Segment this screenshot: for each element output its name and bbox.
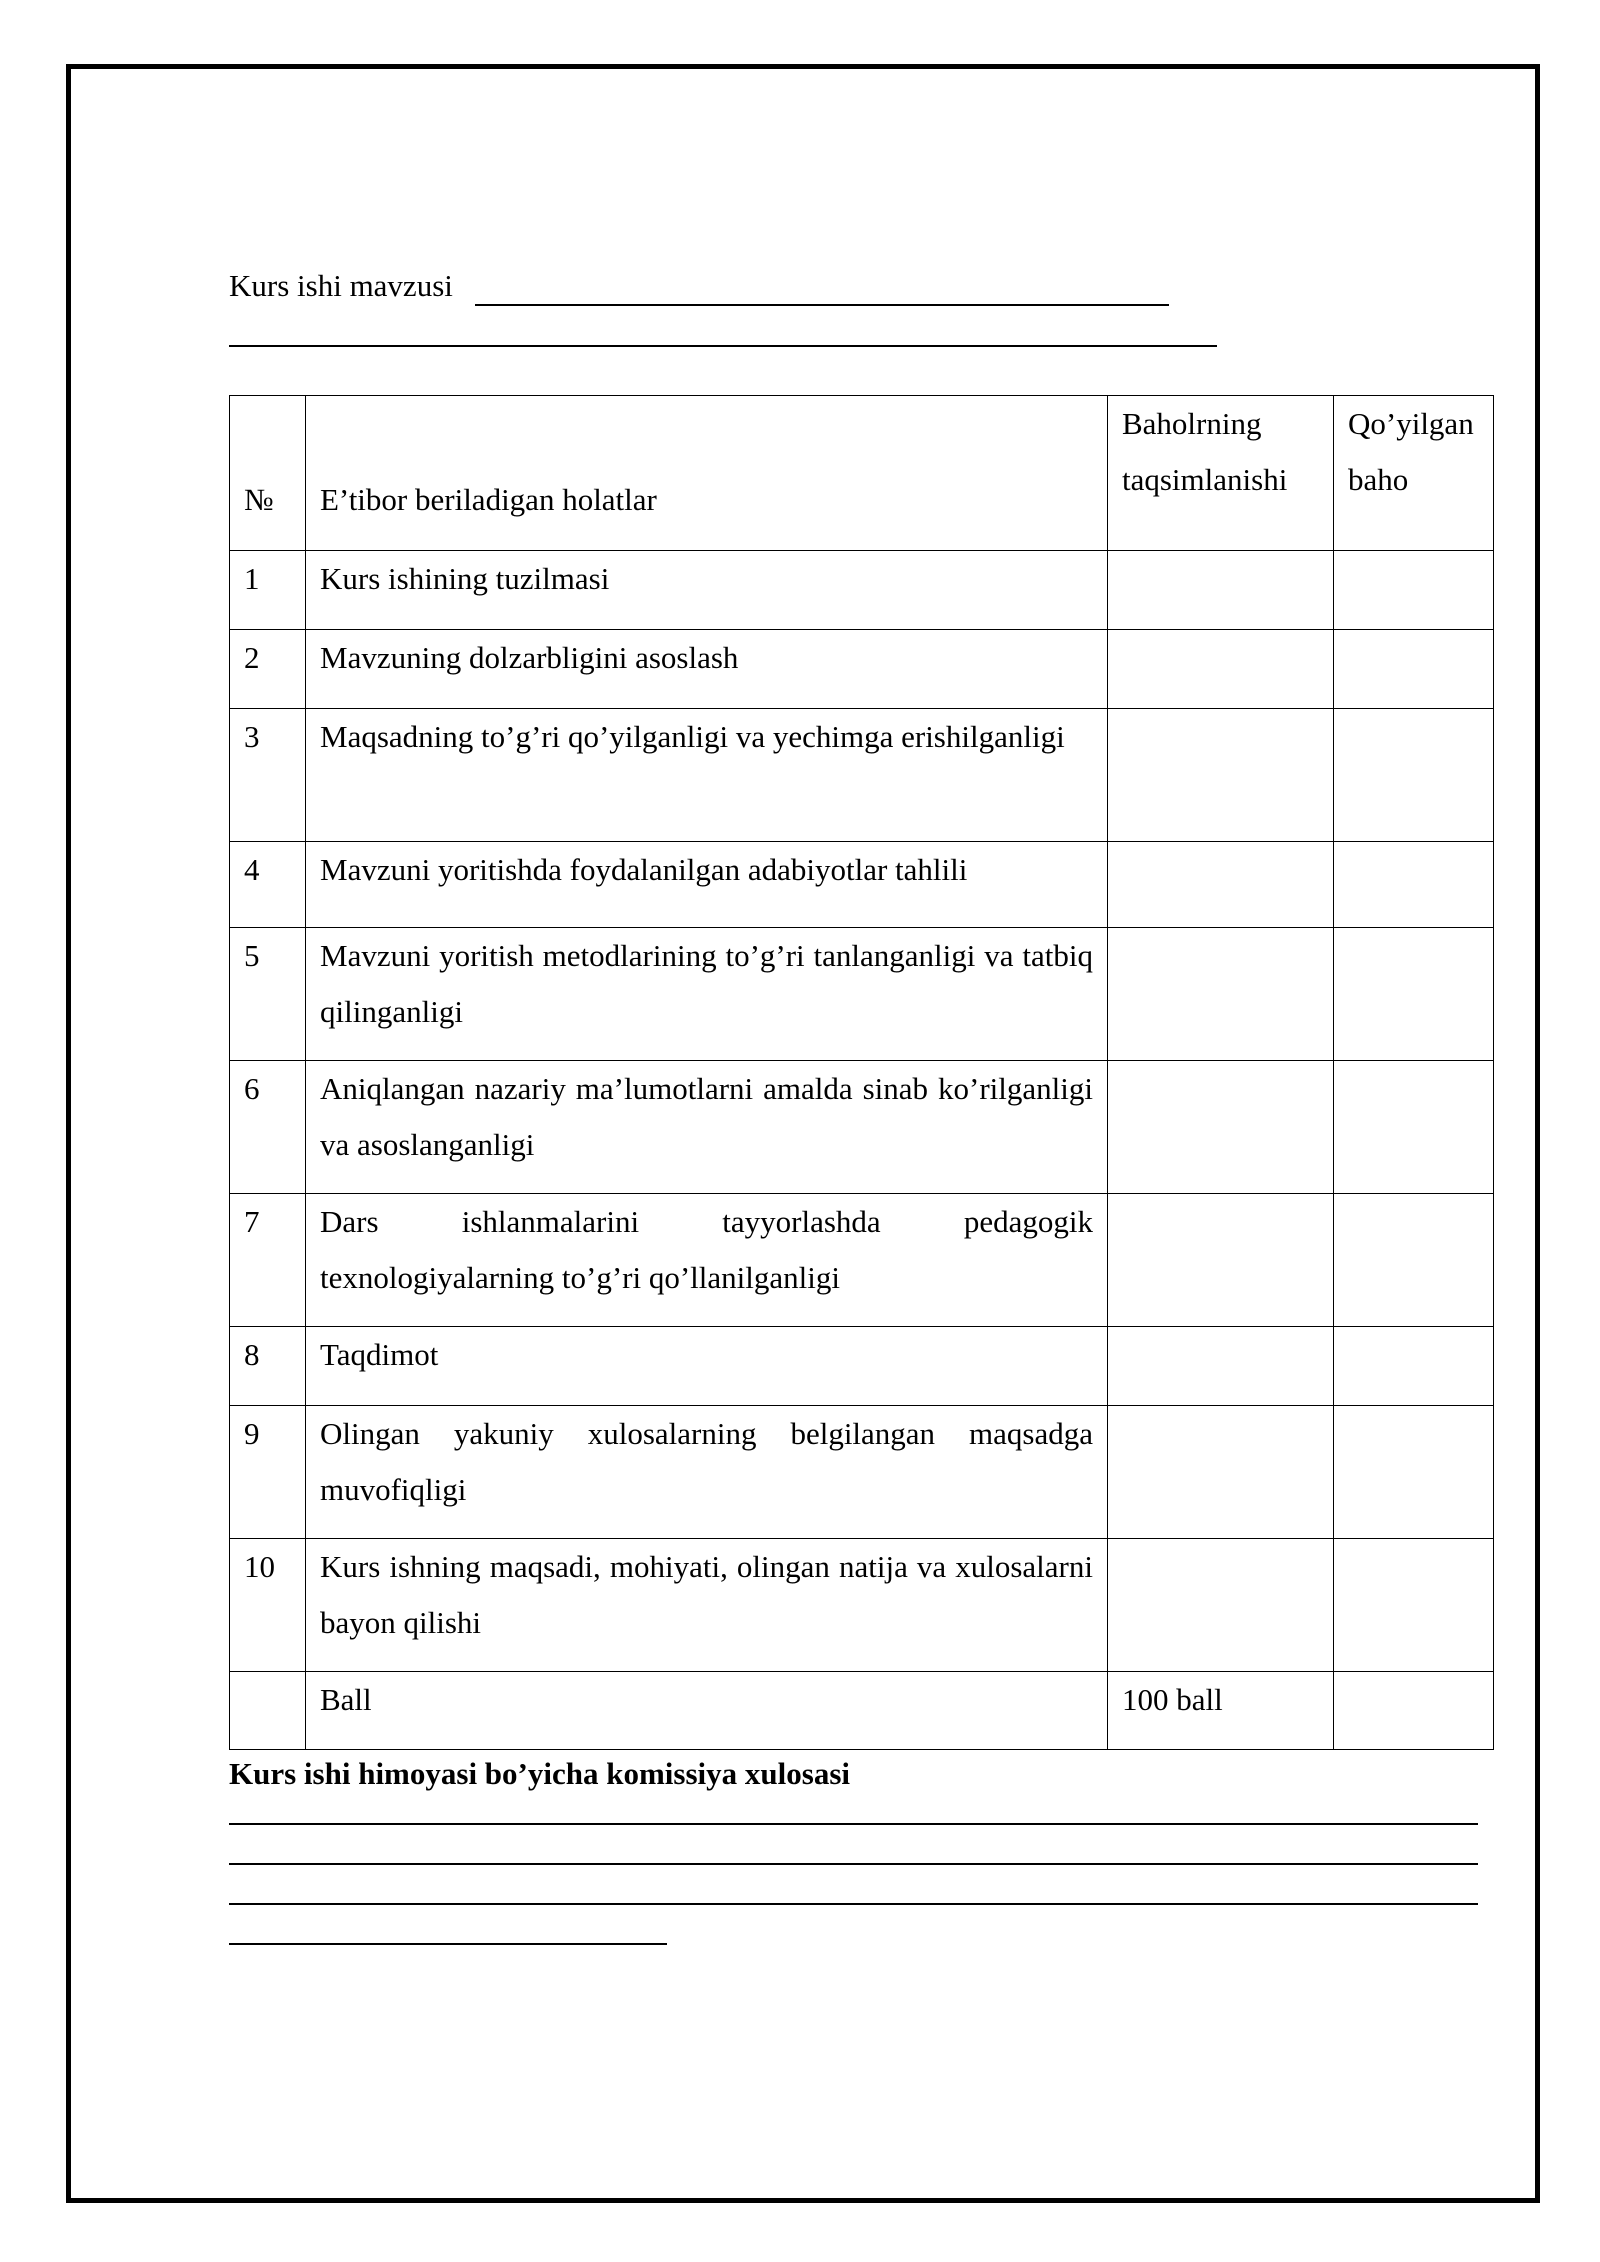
table-row: [230, 1194, 1494, 1327]
grading-table: [229, 395, 1494, 1750]
header-distribution: Baholrning taqsimlanishi: [1108, 396, 1334, 551]
row-number: 2: [230, 630, 306, 709]
row-number: 10: [230, 1539, 306, 1672]
row-number: 8: [230, 1327, 306, 1406]
total-row: [230, 1672, 1494, 1750]
row-distribution-cell[interactable]: [1108, 1539, 1334, 1672]
row-criterion: Mavzuni yoritishda foydalanilgan adabiyotlar tahlili: [306, 842, 1108, 928]
row-grade-cell[interactable]: [1334, 928, 1494, 1061]
total-number: [230, 1672, 306, 1750]
table-row: [230, 709, 1494, 842]
row-criterion: Kurs ishining tuzilmasi: [306, 551, 1108, 630]
row-distribution-cell[interactable]: [1108, 1406, 1334, 1539]
conclusion-blank-3[interactable]: [229, 1903, 1478, 1905]
row-number: 5: [230, 928, 306, 1061]
row-distribution-cell[interactable]: [1108, 1327, 1334, 1406]
conclusion-title: Kurs ishi himoyasi bo’yicha komissiya xulosasi: [229, 1756, 850, 1791]
row-distribution-cell[interactable]: [1108, 551, 1334, 630]
row-distribution-cell[interactable]: [1108, 928, 1334, 1061]
row-number: 6: [230, 1061, 306, 1194]
conclusion-blank-1[interactable]: [229, 1823, 1478, 1825]
header-num: №: [230, 396, 306, 551]
total-distribution: 100 ball: [1108, 1672, 1334, 1750]
row-criterion: Kurs ishning maqsadi, mohiyati, olingan natija va xulosalarni bayon qilishi: [306, 1539, 1108, 1672]
row-number: 7: [230, 1194, 306, 1327]
row-grade-cell[interactable]: [1334, 842, 1494, 928]
row-criterion: Maqsadning to’g’ri qo’yilganligi va yechimga erishilganligi: [306, 709, 1108, 842]
table-row: [230, 1327, 1494, 1406]
row-grade-cell[interactable]: [1334, 1194, 1494, 1327]
row-criterion: Aniqlangan nazariy ma’lumotlarni amalda sinab ko’rilganligi va asoslanganligi: [306, 1061, 1108, 1194]
table-row: [230, 1539, 1494, 1672]
table-row: [230, 842, 1494, 928]
table-row: [230, 1406, 1494, 1539]
row-distribution-cell[interactable]: [1108, 842, 1334, 928]
topic-blank-2[interactable]: [229, 345, 1217, 347]
conclusion-blank-2[interactable]: [229, 1863, 1478, 1865]
header-criterion: E’tibor beriladigan holatlar: [306, 396, 1108, 551]
table-row: [230, 928, 1494, 1061]
row-criterion: Mavzuning dolzarbligini asoslash: [306, 630, 1108, 709]
row-grade-cell[interactable]: [1334, 709, 1494, 842]
row-number: 1: [230, 551, 306, 630]
table-row: [230, 551, 1494, 630]
topic-blank-1[interactable]: [475, 304, 1169, 306]
row-number: 4: [230, 842, 306, 928]
row-grade-cell[interactable]: [1334, 1327, 1494, 1406]
table-header-row: [230, 396, 1494, 551]
row-number: 3: [230, 709, 306, 842]
row-grade-cell[interactable]: [1334, 551, 1494, 630]
total-label: Ball: [306, 1672, 1108, 1750]
header-grade: Qo’yilgan baho: [1334, 396, 1494, 551]
conclusion-blank-4[interactable]: [229, 1943, 667, 1945]
total-grade-cell[interactable]: [1334, 1672, 1494, 1750]
row-criterion: Taqdimot: [306, 1327, 1108, 1406]
row-criterion: Olingan yakuniy xulosalarning belgilangan maqsadga muvofiqligi: [306, 1406, 1108, 1539]
table-row: [230, 1061, 1494, 1194]
row-criterion: Mavzuni yoritish metodlarining to’g’ri tanlanganligi va tatbiq qilinganligi: [306, 928, 1108, 1061]
row-distribution-cell[interactable]: [1108, 1194, 1334, 1327]
row-grade-cell[interactable]: [1334, 1061, 1494, 1194]
row-criterion: Dars ishlanmalarini tayyorlashda pedagogik texnologiyalarning to’g’ri qo’llanilganligi: [306, 1194, 1108, 1327]
row-distribution-cell[interactable]: [1108, 1061, 1334, 1194]
row-number: 9: [230, 1406, 306, 1539]
topic-label: Kurs ishi mavzusi: [229, 268, 453, 303]
table-row: [230, 630, 1494, 709]
row-distribution-cell[interactable]: [1108, 630, 1334, 709]
row-distribution-cell[interactable]: [1108, 709, 1334, 842]
row-grade-cell[interactable]: [1334, 1539, 1494, 1672]
row-grade-cell[interactable]: [1334, 630, 1494, 709]
row-grade-cell[interactable]: [1334, 1406, 1494, 1539]
